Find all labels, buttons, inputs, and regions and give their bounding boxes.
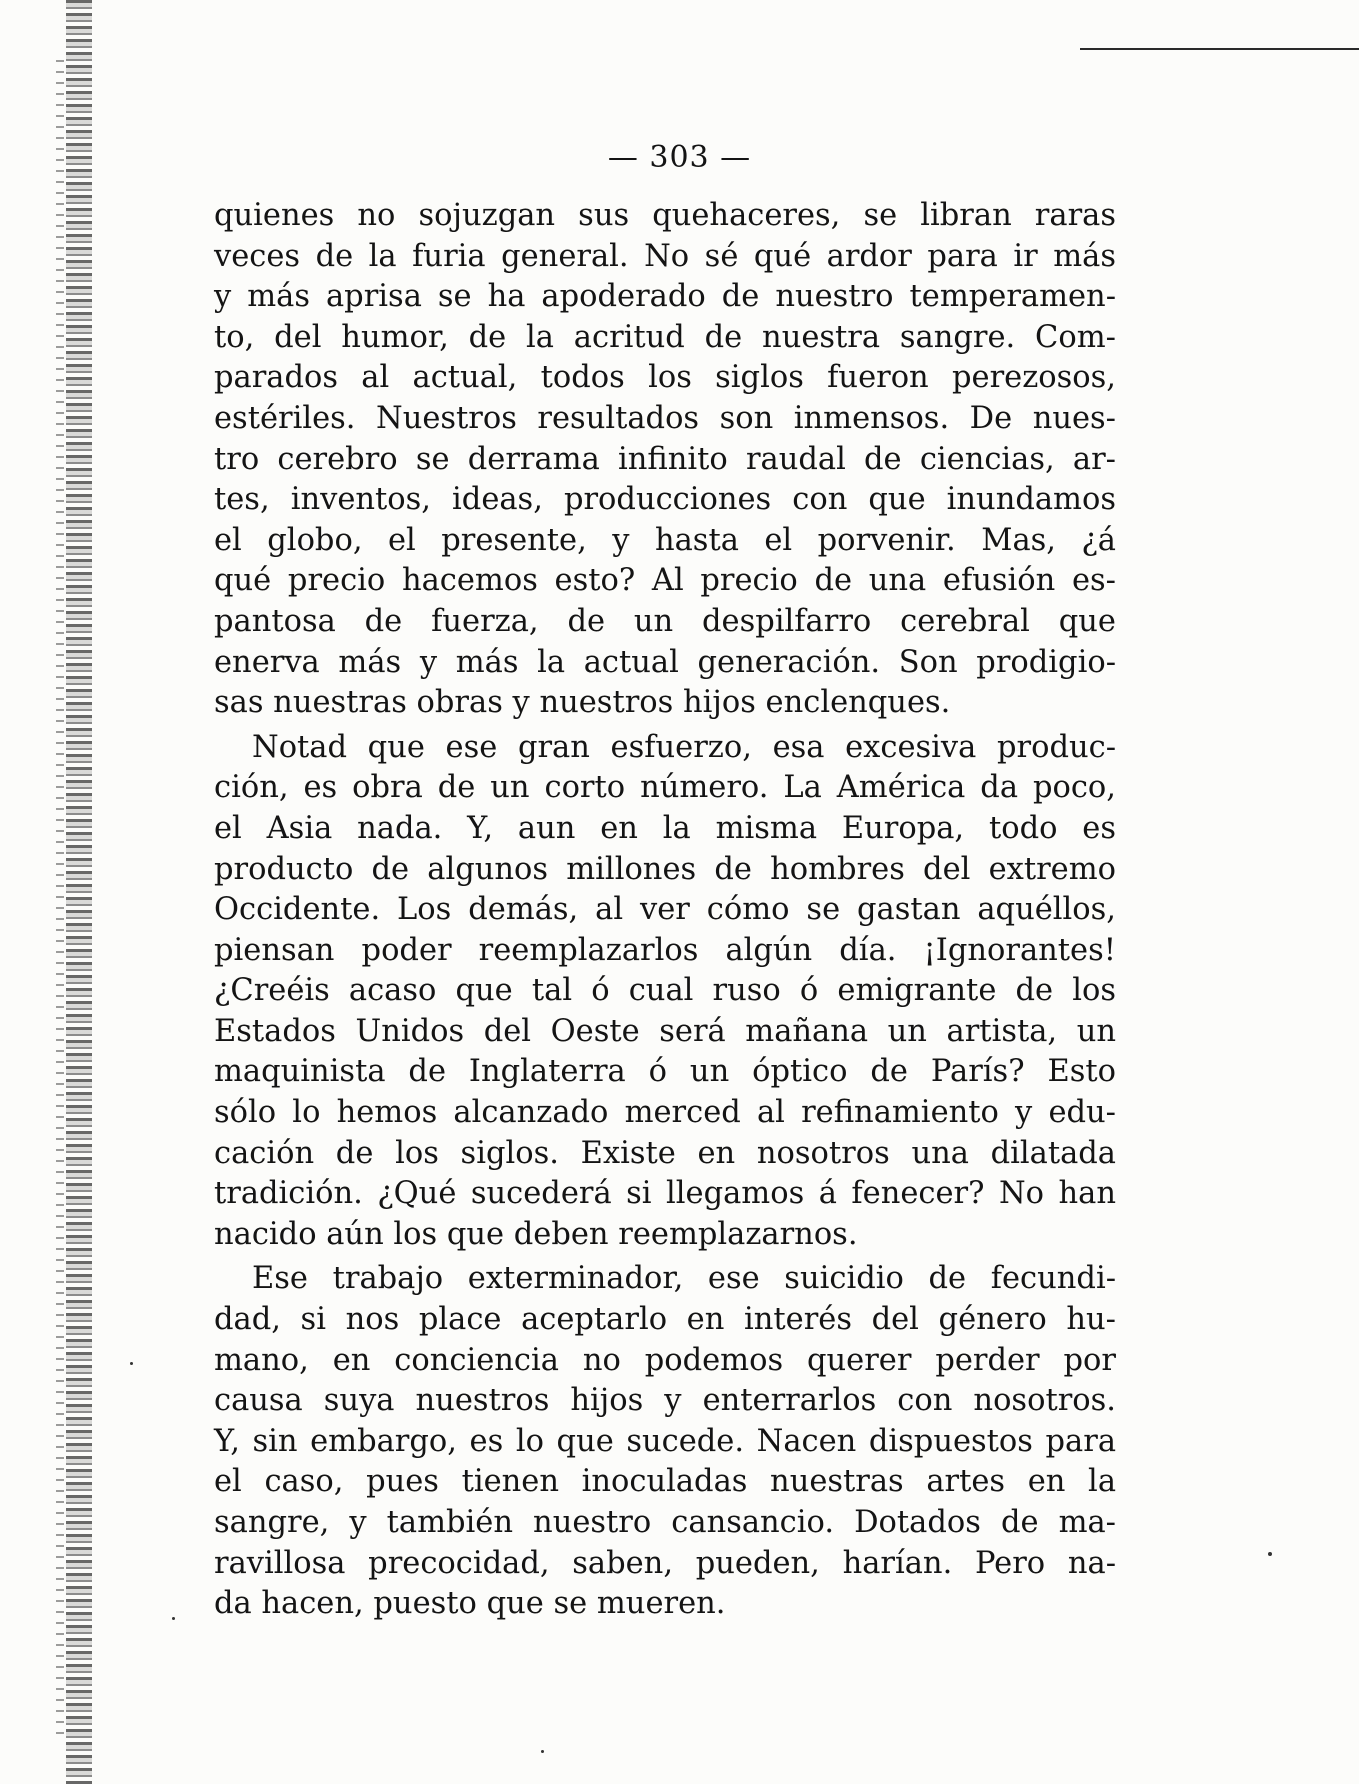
text-line: y más aprisa se ha apoderado de nuestro temperamen- xyxy=(214,279,1116,315)
text-line: Estados Unidos del Oeste será mañana un artista, un xyxy=(214,1013,1116,1049)
text-line: estériles. Nuestros resultados son inmensos. De nues- xyxy=(214,400,1116,436)
text-line: ¿Creéis acaso que tal ó cual ruso ó emigrante de los xyxy=(214,973,1116,1009)
page-number: — 303 — xyxy=(607,140,752,175)
text-line: qué precio hacemos esto? Al precio de una efusión es- xyxy=(214,563,1116,599)
scan-speck xyxy=(172,1617,175,1620)
text-line: quienes no sojuzgan sus quehaceres, se libran raras xyxy=(214,198,1116,233)
text-line: mano, en conciencia no podemos querer perder por xyxy=(214,1342,1116,1378)
text-line: ravillosa precocidad, saben, pueden, harían. Pero na- xyxy=(214,1545,1116,1581)
text-line: Ese trabajo exterminador, ese suicidio de fecundi- xyxy=(252,1261,1116,1297)
text-line: Occidente. Los demás, al ver cómo se gastan aquéllos, xyxy=(214,892,1116,928)
text-line: dad, si nos place aceptarlo en interés del género hu- xyxy=(214,1302,1116,1338)
text-line: sas nuestras obras y nuestros hijos enclenques. xyxy=(214,685,951,721)
text-line: da hacen, puesto que se mueren. xyxy=(214,1586,726,1622)
scan-edge-rule xyxy=(1080,48,1359,50)
text-line: tes, inventos, ideas, producciones con que inundamos xyxy=(214,482,1116,518)
text-line: el Asia nada. Y, aun en la misma Europa, todo es xyxy=(214,810,1116,846)
text-line: cación de los siglos. Existe en nosotros una dilatada xyxy=(214,1135,1116,1171)
text-line: piensan poder reemplazarlos algún día. ¡Ignorantes! xyxy=(214,932,1116,968)
paragraph xyxy=(214,1259,1116,1624)
text-line: tro cerebro se derrama infinito raudal de ciencias, ar- xyxy=(214,441,1116,477)
text-line: Notad que ese gran esfuerzo, esa excesiva produc- xyxy=(252,729,1116,765)
scan-binding-shadow xyxy=(56,60,64,1740)
text-line: enerva más y más la actual generación. Son prodigio- xyxy=(214,644,1116,680)
text-line: tradición. ¿Qué sucederá si llegamos á fenecer? No han xyxy=(214,1176,1116,1212)
text-line: Y, sin embargo, es lo que sucede. Nacen dispuestos para xyxy=(214,1423,1116,1459)
text-line: producto de algunos millones de hombres del extremo xyxy=(214,851,1116,887)
text-line: pantosa de fuerza, de un despilfarro cerebral que xyxy=(214,603,1116,639)
scan-speck xyxy=(130,1362,133,1365)
paragraph xyxy=(214,196,1116,724)
text-line: sangre, y también nuestro cansancio. Dotados de ma- xyxy=(214,1505,1116,1540)
text-line: causa suya nuestros hijos y enterrarlos con nosotros. xyxy=(214,1383,1116,1419)
scan-speck xyxy=(541,1750,544,1753)
paragraph xyxy=(214,728,1116,1256)
text-line: maquinista de Inglaterra ó un óptico de París? Esto xyxy=(214,1054,1116,1090)
text-line: sólo lo hemos alcanzado merced al refinamiento y edu- xyxy=(214,1095,1116,1131)
text-line: parados al actual, todos los siglos fueron perezosos, xyxy=(214,360,1116,396)
text-line: ción, es obra de un corto número. La América da poco, xyxy=(214,770,1116,806)
body-text xyxy=(214,196,1116,1625)
text-line: nacido aún los que deben reemplazarnos. xyxy=(214,1216,858,1252)
text-line: veces de la furia general. No sé qué ardor para ir más xyxy=(214,238,1116,274)
text-line: el globo, el presente, y hasta el porvenir. Mas, ¿á xyxy=(214,522,1116,558)
scan-speck xyxy=(1268,1552,1272,1556)
text-line: to, del humor, de la acritud de nuestra sangre. Com- xyxy=(214,319,1116,355)
scan-binding-edge xyxy=(66,0,92,1784)
text-line: el caso, pues tienen inoculadas nuestras artes en la xyxy=(214,1464,1116,1500)
